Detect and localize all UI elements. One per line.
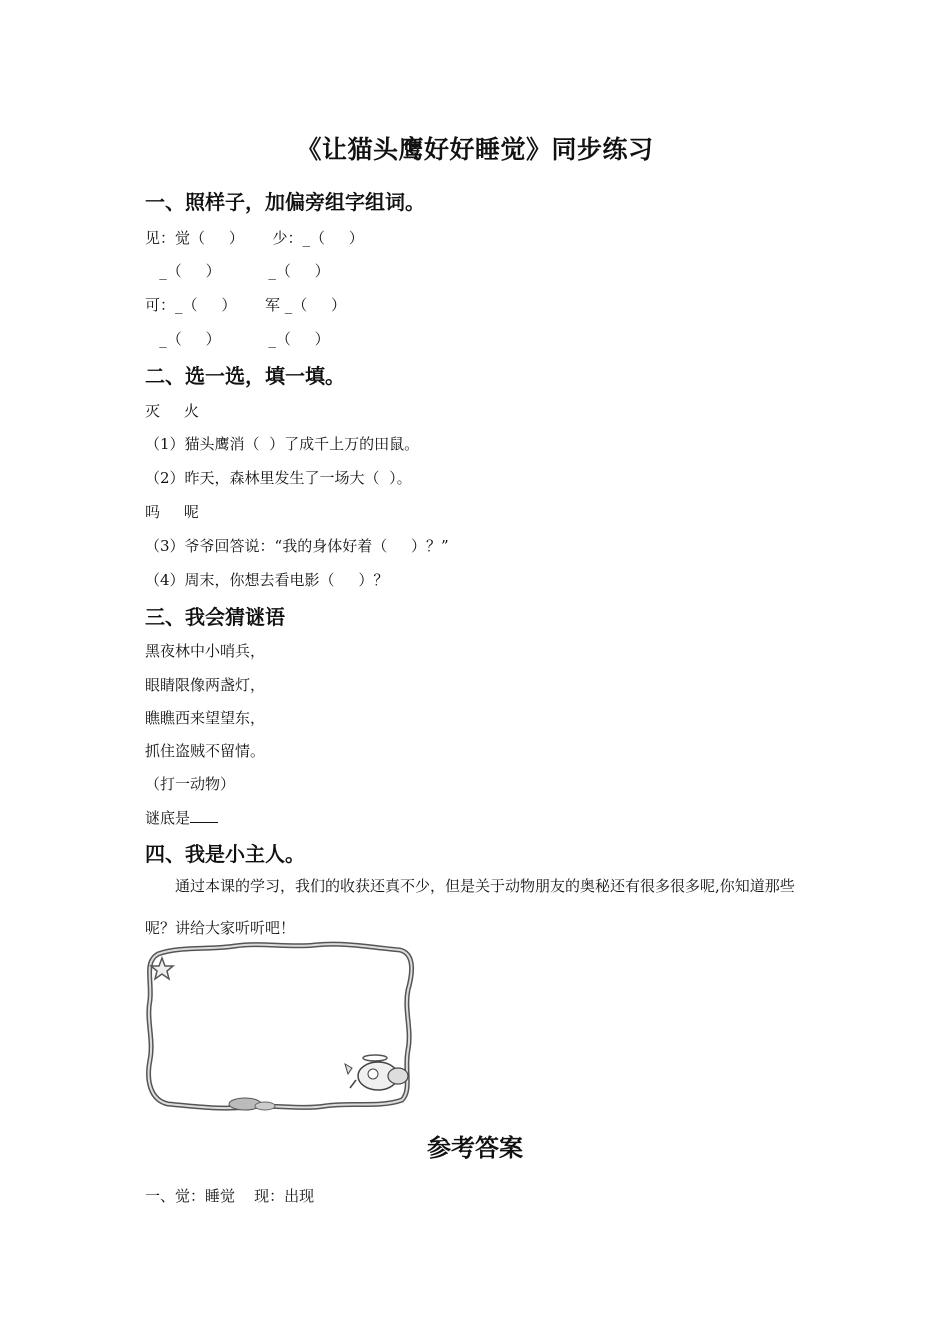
section1-line-4: _（ ） _（ ） (145, 330, 330, 348)
riddle-line-2: 眼睛限像两盏灯， (145, 676, 266, 694)
section3-heading: 三、我会猜谜语 (145, 605, 285, 629)
answer-key-heading: 参考答案 (427, 1133, 523, 1162)
riddle-answer-prefix: 谜底是 (145, 809, 191, 827)
page-title: 《让猫头鹰好好睡觉》同步练习 (296, 135, 654, 164)
section2-question-3: （3）爷爷回答说：“我的身体好着（ ）？” (145, 537, 449, 555)
section1-line-3: 可：_（ ） 军 _（ ） (145, 296, 347, 314)
section1-line-2: _（ ） _（ ） (145, 262, 330, 280)
answer-line-1: 一、觉：睡觉 现：出现 (145, 1187, 315, 1205)
section2-word-choices-2: 吗 呢 (145, 503, 199, 521)
riddle-answer-blank (190, 808, 218, 823)
riddle-line-3: 瞧瞧西来望望东， (145, 709, 266, 727)
star-icon (151, 958, 173, 979)
riddle-line-1: 黑夜林中小哨兵， (145, 642, 266, 660)
section2-word-choices-1: 灭 火 (145, 402, 199, 420)
section2-question-1: （1）猫头鹰消（ ）了成千上万的田鼠。 (145, 435, 420, 453)
section1-line-1: 见：觉（ ） 少：_（ ） (145, 229, 364, 247)
section1-heading: 一、照样子，加偏旁组字组词。 (145, 190, 425, 214)
section2-question-2: （2）昨天，森林里发生了一场大（ ）。 (145, 469, 412, 487)
cloud-frame-illustration (140, 940, 422, 1112)
flying-pig-icon (345, 1055, 408, 1090)
section2-heading: 二、选一选，填一填。 (145, 364, 345, 388)
riddle-answer-line (145, 807, 218, 828)
section4-heading: 四、我是小主人。 (145, 842, 305, 866)
riddle-line-4: 抓住盗贼不留情。 (145, 742, 266, 760)
riddle-line-5: （打一动物） (145, 775, 236, 793)
section2-question-4: （4）周末，你想去看电影（ ）？ (145, 571, 389, 589)
section4-paragraph: 通过本课的学习，我们的收获还真不少，但是关于动物朋友的奥秘还有很多很多呢,你知道那些呢？讲给大家听听吧！ (145, 877, 795, 937)
